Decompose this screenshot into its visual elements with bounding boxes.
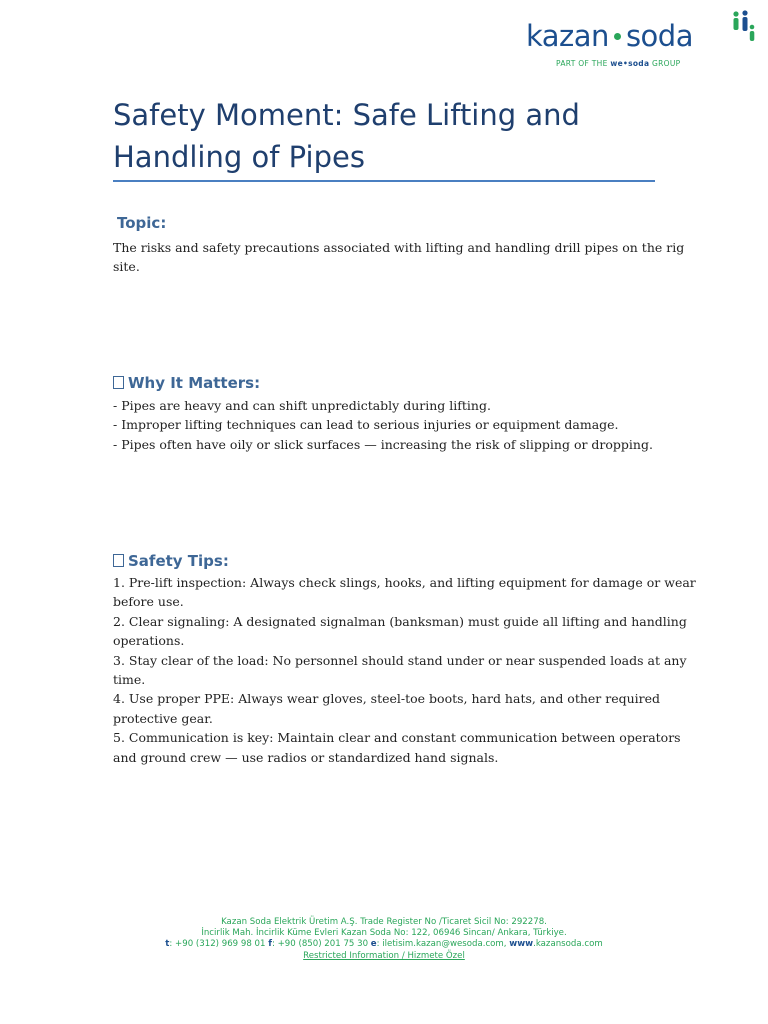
tip-line: 2. Clear signaling: A designated signalman (banksman) must guide all lifting and handling <box>113 613 687 629</box>
title-line-2: Handling of Pipes <box>113 140 365 174</box>
title-line-1: Safety Moment: Safe Lifting and <box>113 98 580 132</box>
list-item: - Improper lifting techniques can lead to serious injuries or equipment damage. <box>113 417 619 433</box>
topic-line: site. <box>113 259 140 275</box>
missing-glyph-icon <box>113 554 124 567</box>
why-heading <box>113 374 260 392</box>
tip-line: before use. <box>113 594 184 610</box>
logo-name-right: soda <box>625 19 693 53</box>
logo-tagline-post: GROUP <box>649 59 681 68</box>
footer-e-label: e <box>370 939 377 950</box>
company-logo <box>520 10 760 72</box>
why-list <box>113 396 653 454</box>
logo-tagline-brand: we•soda <box>610 59 650 68</box>
why-heading-label: Why It Matters: <box>128 374 261 392</box>
footer-fax: : +90 (850) 201 75 30 <box>271 939 371 950</box>
footer-contact <box>110 939 658 950</box>
logo-tagline <box>556 59 680 68</box>
logo-tagline-pre: PART OF THE <box>556 59 611 68</box>
footer-email: : iletisim.kazan@wesoda.com, <box>376 939 510 950</box>
title-divider <box>113 180 655 182</box>
tip-line: 5. Communication is key: Maintain clear and constant communication between operators <box>113 730 681 746</box>
missing-glyph-icon <box>113 376 124 389</box>
tip-line: protective gear. <box>113 710 213 726</box>
footer-f-label: f <box>268 939 272 950</box>
tip-line: time. <box>113 672 146 688</box>
tips-list <box>113 573 696 767</box>
logo-wordmark <box>526 19 693 53</box>
footer-classification: Restricted Information / Hizmete Özel <box>303 950 465 961</box>
footer-registration: Kazan Soda Elektrik Üretim A.Ş. Trade Register No /Ticaret Sicil No: 292278. <box>221 917 547 927</box>
footer-t-label: t <box>165 939 170 950</box>
footer-phone: : +90 (312) 969 98 01 <box>169 939 269 950</box>
logo-dot <box>614 33 621 40</box>
tips-heading <box>113 552 229 570</box>
tips-heading-label: Safety Tips: <box>128 552 229 570</box>
footer-www-label: www <box>509 939 534 950</box>
list-item: - Pipes often have oily or slick surfaces — increasing the risk of slipping or dropping. <box>113 436 653 452</box>
page-title <box>113 94 655 178</box>
tip-line: 1. Pre-lift inspection: Always check slings, hooks, and lifting equipment for damage or wear <box>113 575 696 590</box>
list-item: - Pipes are heavy and can shift unpredictably during lifting. <box>113 398 491 413</box>
logo-name-left: kazan <box>526 19 609 53</box>
topic-line: The risks and safety precautions associated with lifting and handling drill pipes on the rig <box>113 240 685 255</box>
topic-heading: Topic: <box>117 214 167 232</box>
tip-line: 3. Stay clear of the load: No personnel should stand under or near suspended loads at any <box>113 652 687 668</box>
footer-address: İncirlik Mah. İncirlik Küme Evleri Kazan Soda No: 122, 06946 Sincan/ Ankara, Türkiye. <box>201 928 567 939</box>
topic-text <box>113 238 685 277</box>
footer-website: .kazansoda.com <box>533 939 603 950</box>
people-icon <box>730 10 758 46</box>
tip-line: and ground crew — use radios or standardized hand signals. <box>113 749 499 765</box>
page-footer <box>110 917 658 962</box>
tip-line: 4. Use proper PPE: Always wear gloves, steel-toe boots, hard hats, and other required <box>113 691 661 707</box>
tip-line: operations. <box>113 633 185 649</box>
